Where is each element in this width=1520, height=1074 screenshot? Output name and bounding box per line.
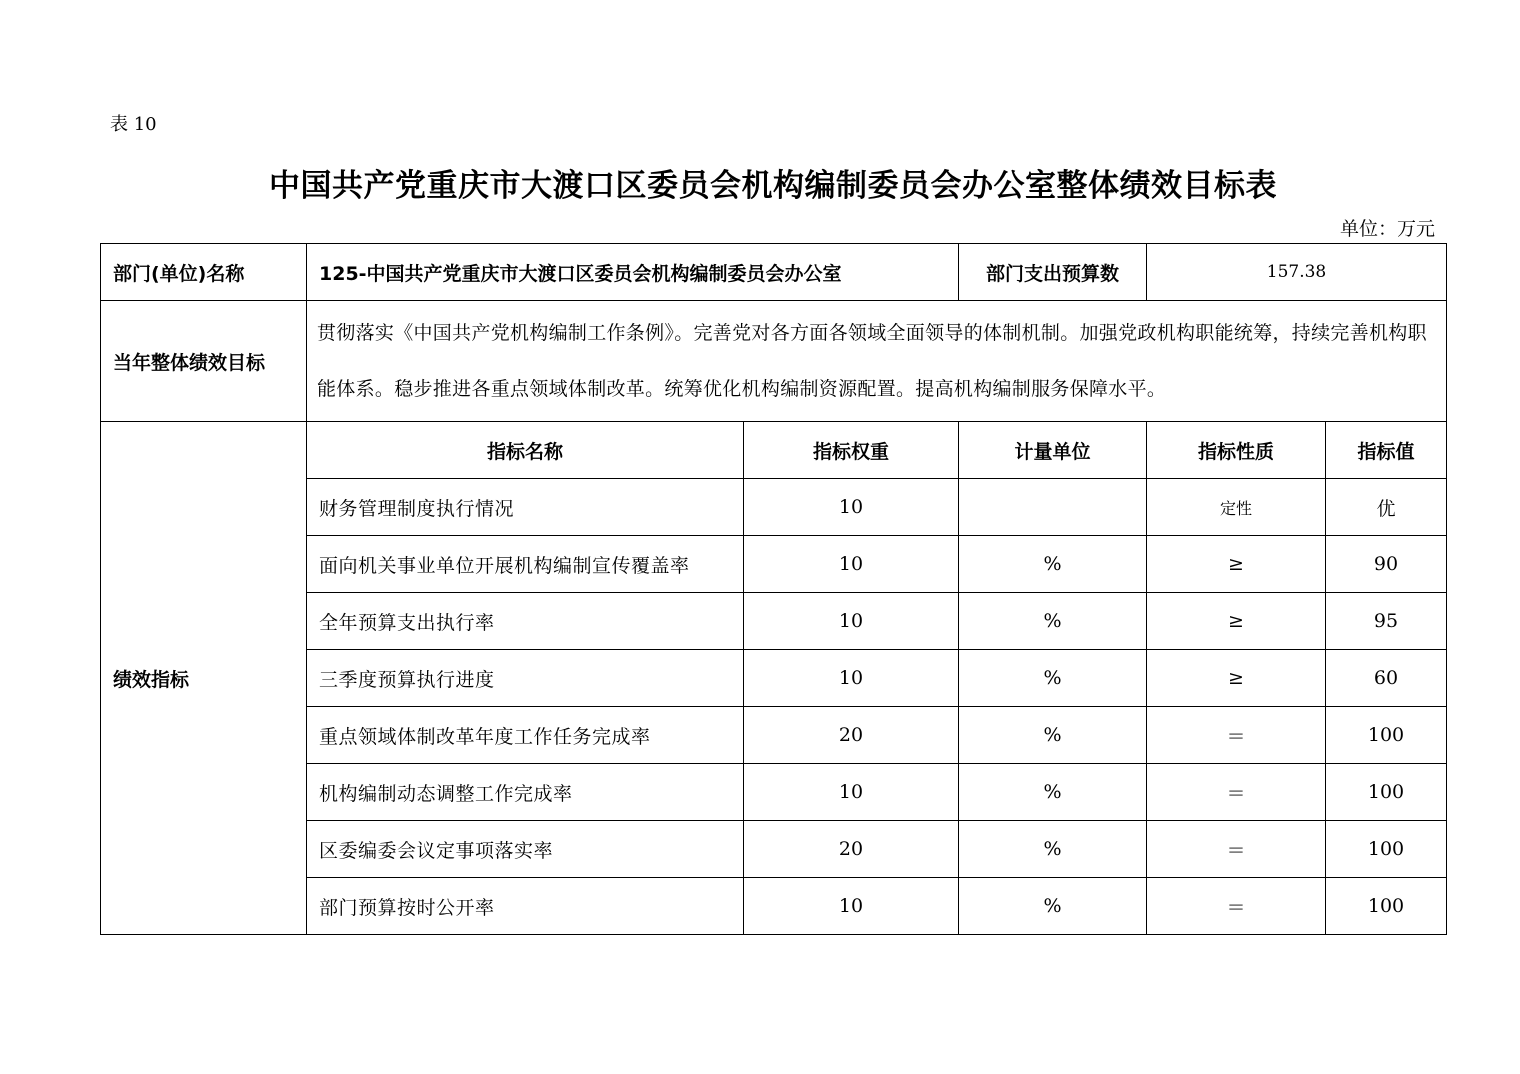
- indicator-weight: 20: [744, 707, 959, 764]
- unit-note: 单位：万元: [1339, 218, 1435, 240]
- indicator-nature: ＝: [1147, 764, 1326, 821]
- goal-row: [101, 301, 1447, 422]
- header-value: 指标值: [1326, 422, 1447, 479]
- indicator-unit: [959, 479, 1147, 536]
- indicator-weight: 10: [744, 593, 959, 650]
- indicator-nature: ＝: [1147, 878, 1326, 935]
- indicator-nature: ＝: [1147, 821, 1326, 878]
- indicator-unit: %: [959, 821, 1147, 878]
- indicator-value: 100: [1326, 707, 1447, 764]
- indicator-value: 90: [1326, 536, 1447, 593]
- indicator-weight: 10: [744, 479, 959, 536]
- dept-label: 部门(单位)名称: [101, 244, 307, 301]
- page-title: 中国共产党重庆市大渡口区委员会机构编制委员会办公室整体绩效目标表: [269, 168, 1277, 204]
- indicator-value: 95: [1326, 593, 1447, 650]
- indicator-header-row: [101, 422, 1447, 479]
- indicator-unit: %: [959, 650, 1147, 707]
- indicator-value: 优: [1326, 479, 1447, 536]
- performance-target-table: [100, 243, 1447, 935]
- indicator-name: 机构编制动态调整工作完成率: [307, 764, 744, 821]
- indicator-value: 100: [1326, 878, 1447, 935]
- header-indicator-name: 指标名称: [307, 422, 744, 479]
- indicator-unit: %: [959, 764, 1147, 821]
- indicator-value: 100: [1326, 764, 1447, 821]
- indicator-nature: ＝: [1147, 707, 1326, 764]
- indicator-name: 重点领域体制改革年度工作任务完成率: [307, 707, 744, 764]
- indicator-weight: 10: [744, 878, 959, 935]
- dept-row: [101, 244, 1447, 301]
- dept-name: 125-中国共产党重庆市大渡口区委员会机构编制委员会办公室: [307, 244, 959, 301]
- indicator-name: 部门预算按时公开率: [307, 878, 744, 935]
- indicator-weight: 10: [744, 536, 959, 593]
- indicator-unit: %: [959, 536, 1147, 593]
- indicator-name: 面向机关事业单位开展机构编制宣传覆盖率: [307, 536, 744, 593]
- indicator-unit: %: [959, 593, 1147, 650]
- indicator-unit: %: [959, 878, 1147, 935]
- indicator-nature: ≥: [1147, 593, 1326, 650]
- indicator-name: 全年预算支出执行率: [307, 593, 744, 650]
- indicators-label: 绩效指标: [101, 422, 307, 935]
- goal-text: 贯彻落实《中国共产党机构编制工作条例》。完善党对各方面各领域全面领导的体制机制。加强党政机构职能统筹，持续完善机构职能体系。稳步推进各重点领域体制改革。统筹优化机构编制资源配置。提高机构编制服务保障水平。: [307, 301, 1447, 422]
- indicator-value: 60: [1326, 650, 1447, 707]
- indicator-weight: 20: [744, 821, 959, 878]
- indicator-nature: ≥: [1147, 536, 1326, 593]
- indicator-name: 区委编委会议定事项落实率: [307, 821, 744, 878]
- header-weight: 指标权重: [744, 422, 959, 479]
- budget-label: 部门支出预算数: [959, 244, 1147, 301]
- indicator-weight: 10: [744, 764, 959, 821]
- indicator-value: 100: [1326, 821, 1447, 878]
- indicator-name: 三季度预算执行进度: [307, 650, 744, 707]
- table-number-label: 表 10: [110, 114, 157, 135]
- indicator-weight: 10: [744, 650, 959, 707]
- goal-label: 当年整体绩效目标: [101, 301, 307, 422]
- indicator-nature: ≥: [1147, 650, 1326, 707]
- budget-value: 157.38: [1147, 244, 1447, 301]
- indicator-nature: 定性: [1147, 479, 1326, 536]
- indicator-name: 财务管理制度执行情况: [307, 479, 744, 536]
- header-nature: 指标性质: [1147, 422, 1326, 479]
- header-unit: 计量单位: [959, 422, 1147, 479]
- indicator-unit: %: [959, 707, 1147, 764]
